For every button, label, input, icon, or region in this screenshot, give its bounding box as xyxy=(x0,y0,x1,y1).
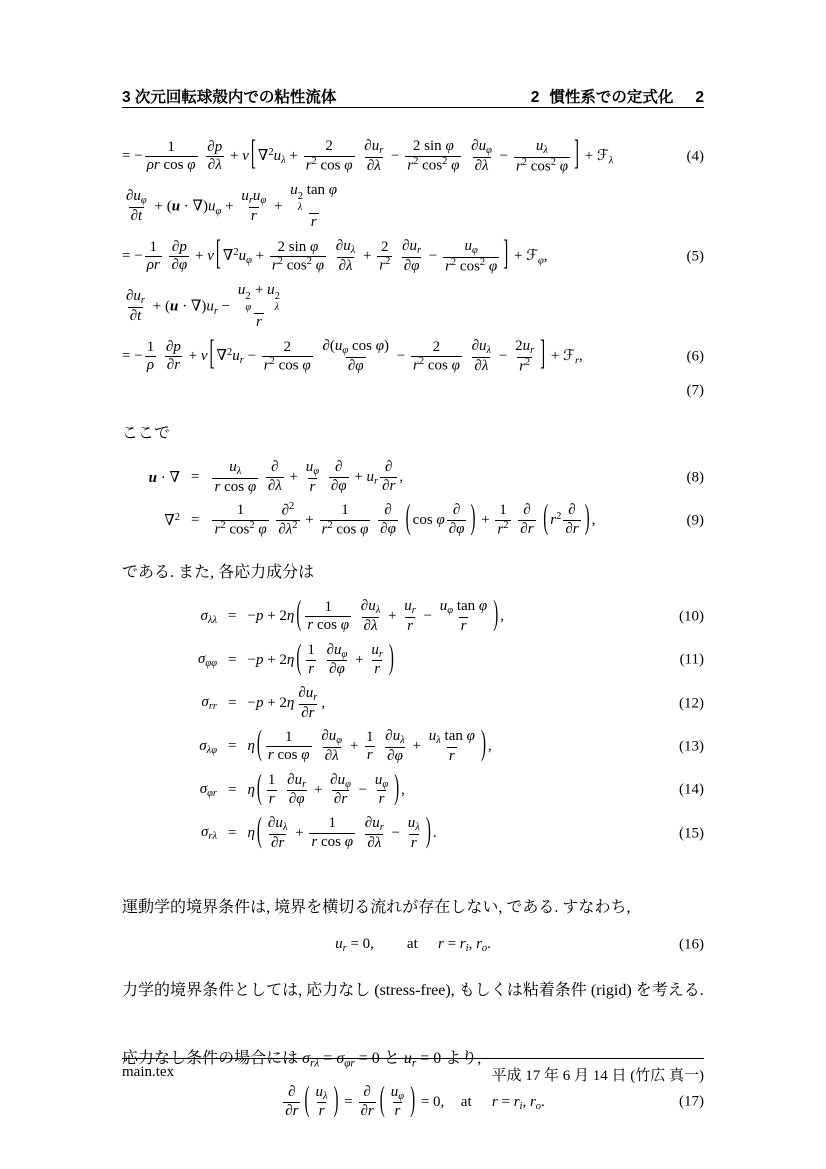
display-equation xyxy=(122,382,704,400)
display-equation xyxy=(122,1081,704,1121)
footer-date: 平成 17 年 6 月 14 日 (竹広 真一) xyxy=(491,1068,704,1084)
display-equation xyxy=(122,595,704,635)
equation-number: (5) xyxy=(686,248,704,265)
equation-body: −p + 2η ( $\frac{1}{\text{r cos φ}}$ $\frac{\partial u_\lambda}{\partial\lambda}$ + $\frac{u_r}{r}$ − $\frac{u_\varphi \tan \varphi}{r}$ ) , xyxy=(247,595,504,634)
equation-lhs: $\sigma_{\lambda\lambda}$ xyxy=(200,607,217,626)
running-head-right xyxy=(531,85,704,107)
equation-relation: = xyxy=(228,695,237,712)
equation-body: $\frac{1}{r^2 \cos^2 \varphi}$ $\frac{\partial^2}{\partial\lambda^2}$ + $\frac{1}{r^2 \cos \varphi}$ $\frac{\partial}{\partial\varphi}$ ( cos φ $\frac{\partial}{\partial\varphi}$ ) + $\frac{1}{r^2}$ $\frac{\partial}{\partial r}$ ( $r^2$ $\frac{\partial}{\partial r}$ ) , xyxy=(214,499,596,538)
equation-number: (14) xyxy=(679,781,704,798)
display-equation xyxy=(122,725,704,765)
equation-body: $u_r = 0$, at $r = r_i$, $r_o$. xyxy=(335,936,491,955)
display-equation xyxy=(122,812,704,852)
paragraph: ここで xyxy=(122,424,171,442)
equation-number: (15) xyxy=(679,825,704,842)
display-equation xyxy=(122,769,704,809)
equation-body: $\frac{\partial u_\varphi}{\partial t}$ + $(u \cdot \nabla)u_\varphi$ + $\frac{u_ru_\varphi}{r}$ + u 2 λ tan φ r xyxy=(126,181,338,231)
equation-relation: = xyxy=(191,469,200,486)
equation-number: (4) xyxy=(686,148,704,165)
display-equation xyxy=(122,499,704,539)
equation-number: (7) xyxy=(686,382,704,399)
page-footer xyxy=(122,1064,704,1085)
paragraph: 力学的境界条件としては, 応力なし (stress-free), もしくは粘着条件 (rigid) を考える. xyxy=(122,982,704,1000)
footer-filename: main.tex xyxy=(122,1064,175,1080)
equation-body: $\frac{\partial}{\partial r}$ ( $\frac{u_\lambda}{r}$ ) = $\frac{\partial}{\partial r}$ ( $\frac{u_\varphi}{r}$ ) = 0, at $r = r_i$, $r_o$. xyxy=(285,1081,545,1120)
display-equation xyxy=(122,639,704,679)
equation-lhs: $\sigma_{\varphi\varphi}$ xyxy=(197,650,217,670)
equation-relation: = xyxy=(228,781,237,798)
display-equation xyxy=(122,282,704,332)
equation-number: (16) xyxy=(679,936,704,953)
paragraph: 運動学的境界条件は, 境界を横切る流れが存在しない, である. すなわち, xyxy=(122,899,631,917)
header-rule xyxy=(122,107,704,108)
equation-block xyxy=(122,135,704,400)
section-number: 2 xyxy=(530,89,540,106)
display-equation xyxy=(122,685,704,722)
page-number: 2 xyxy=(695,89,704,106)
section-title: 慣性系での定式化 xyxy=(549,89,674,106)
equation-number: (11) xyxy=(679,651,704,668)
paragraph: 応力なし条件の場合には $\sigma_{r\lambda} = \sigma_{\varphi r} = 0$ と $u_r = 0$ より, xyxy=(122,1049,482,1069)
equation-relation: = xyxy=(191,512,200,529)
equation-lhs: ∇$^2$ xyxy=(164,511,180,530)
equation-body: η ( $\frac{1}{\text{r cos φ}}$ $\frac{\partial u_\varphi}{\partial\lambda}$ + $\frac{1}{r}$ $\frac{\partial u_\lambda}{\partial\varphi}$ + $\frac{u_\lambda \tan \varphi}{r}$ ) , xyxy=(247,725,492,764)
equation-block xyxy=(122,595,704,852)
equation-body: = − $\frac{1}{\rho r}$ $\frac{\partial p}{\partial\varphi}$ + ν [ $\nabla^2u_\varphi$ + $\frac{\text{2 sin φ}}{r^2 \cos^2 \varphi}$ $\frac{\partial u_\lambda}{\partial\lambda}$ + $\frac{2}{r^2}$ $\frac{\partial u_r}{\partial\varphi}$ − $\frac{u_\varphi}{r^2 \cos^2 \varphi}$ ] + ℱ$_\varphi$, xyxy=(122,235,548,274)
equation-body: −p + 2η ( $\frac{1}{r}$ $\frac{\partial u_\varphi}{\partial\varphi}$ + $\frac{u_r}{r}$ ) xyxy=(247,639,394,678)
equation-body: η ( $\frac{\partial u_\lambda}{\partial r}$ + $\frac{1}{\text{r cos φ}}$ $\frac{\partial u_r}{\partial\lambda}$ − $\frac{u_\lambda}{r}$ ) . xyxy=(247,812,437,851)
equation-relation: = xyxy=(228,608,237,625)
equation-block xyxy=(122,459,704,539)
equation-number: (17) xyxy=(679,1093,704,1110)
equation-block xyxy=(122,1081,704,1121)
equation-lhs: $\sigma_{\varphi r}$ xyxy=(199,780,217,800)
equation-body: η ( $\frac{1}{r}$ $\frac{\partial u_r}{\partial\varphi}$ + $\frac{\partial u_\varphi}{\partial r}$ − $\frac{u_\varphi}{r}$ ) , xyxy=(247,769,405,808)
display-equation xyxy=(122,335,704,376)
equation-lhs: $\sigma_{\lambda\varphi}$ xyxy=(199,737,217,756)
display-equation xyxy=(122,933,704,957)
paragraph: である. また, 各応力成分は xyxy=(122,564,315,582)
equation-lhs: $\sigma_{r\lambda}$ xyxy=(200,824,217,843)
equation-number: (6) xyxy=(686,348,704,365)
equation-number: (9) xyxy=(686,512,704,529)
equation-number: (10) xyxy=(679,608,704,625)
display-equation xyxy=(122,459,704,496)
equation-body: $\frac{u_\lambda}{\text{r cos φ}}$ $\frac{\partial}{\partial\lambda}$ + $\frac{u_\varphi}{r}$ $\frac{\partial}{\partial\varphi}$ + $u_r$ $\frac{\partial}{\partial r}$ , xyxy=(214,458,404,495)
equation-body: −p + 2η $\frac{\partial u_r}{\partial r}$ , xyxy=(247,684,326,721)
display-equation xyxy=(122,135,704,176)
equation-lhs: $\sigma_{rr}$ xyxy=(201,694,217,713)
equation-relation: = xyxy=(228,738,237,755)
equation-relation: = xyxy=(228,651,237,668)
footer-rule xyxy=(122,1058,704,1059)
equation-number: (12) xyxy=(679,695,704,712)
equation-body: = − $\frac{1}{\rho}$ $\frac{\partial p}{\partial r}$ + ν [ $\nabla^2u_r$ − $\frac{2}{r^2 \cos \varphi}$ $\frac{\partial(u_\varphi \cos \varphi)}{\partial\varphi}$ − $\frac{2}{r^2 \cos \varphi}$ $\frac{\partial u_\lambda}{\partial\lambda}$ − $\frac{2u_r}{r^2}$ ] + ℱ$_r$, xyxy=(122,335,583,375)
equation-number: (13) xyxy=(679,738,704,755)
equation-body: = − $\frac{1}{\text{ρr cos φ}}$ $\frac{\partial p}{\partial\lambda}$ + ν [ $\nabla^2u_\lambda$ + $\frac{2}{r^2 \cos \varphi}$ $\frac{\partial u_r}{\partial\lambda}$ − $\frac{\text{2 sin φ}}{r^2 \cos^2 \varphi}$ $\frac{\partial u_\varphi}{\partial\lambda}$ − $\frac{u_\lambda}{r^2 \cos^2 \varphi}$ ] + ℱ$_\lambda$ xyxy=(122,135,614,174)
page-header xyxy=(122,85,704,107)
display-equation xyxy=(122,235,704,276)
equation-block xyxy=(122,933,704,957)
running-head-left: 3 次元回転球殻内での粘性流体 xyxy=(122,89,337,106)
display-equation xyxy=(122,182,704,232)
document-content xyxy=(122,122,704,1135)
equation-body: $\frac{\partial u_r}{\partial t}$ + $(u \cdot \nabla)u_r$ − u 2 φ + u 2 λ r xyxy=(126,281,280,331)
equation-relation: = xyxy=(228,825,237,842)
equation-lhs: u · ∇ xyxy=(148,470,180,487)
equation-number: (8) xyxy=(686,469,704,486)
